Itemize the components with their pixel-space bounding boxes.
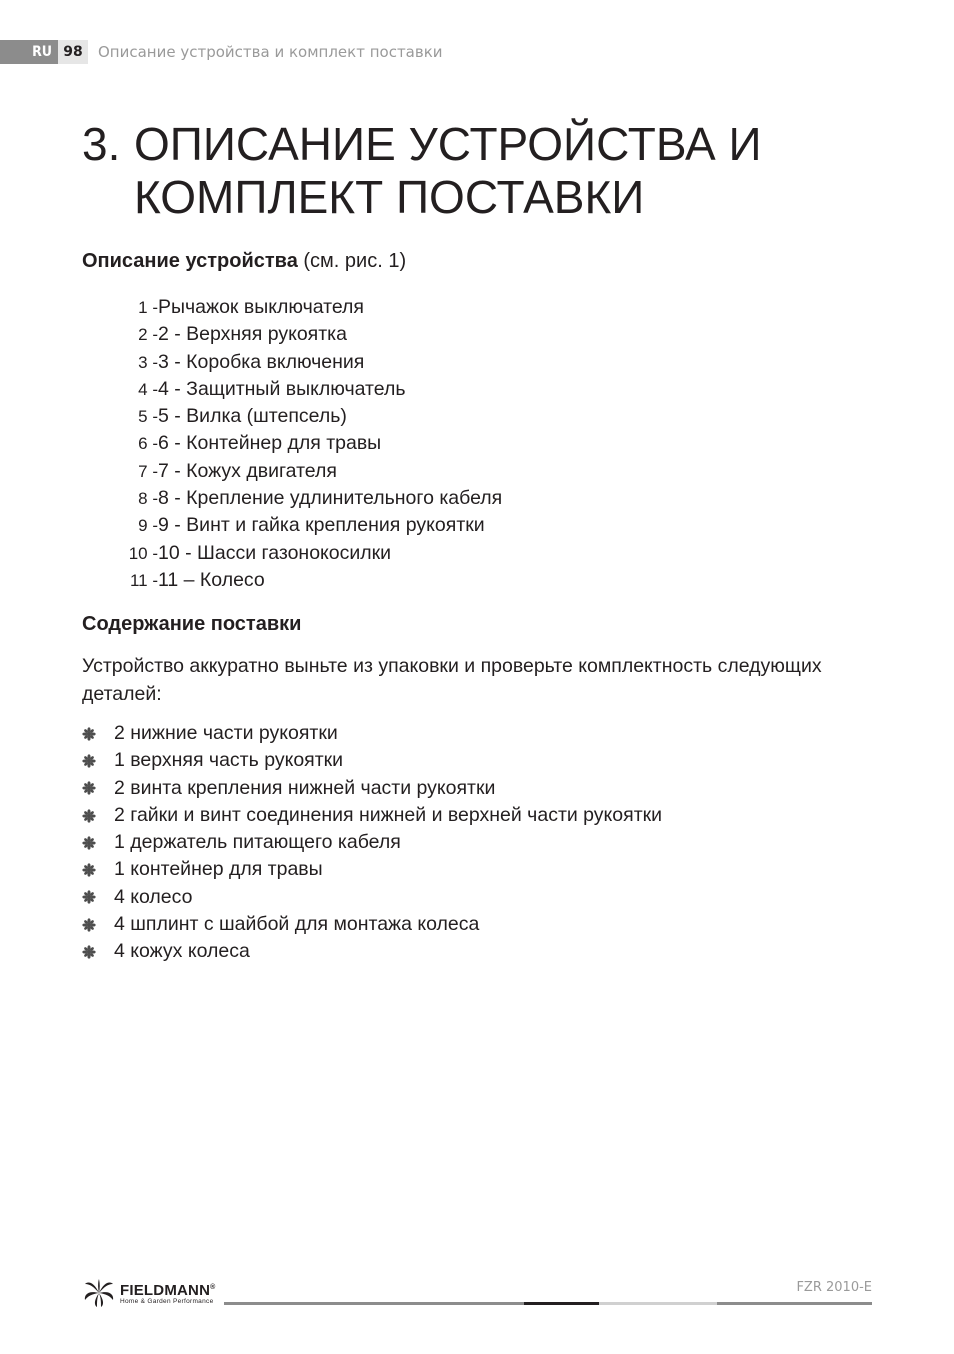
contents-intro-paragraph: Устройство аккуратно выньте из упаковки и проверьте комплектность следующих деталей: <box>82 655 822 705</box>
item-text: 3 - Коробка включения <box>158 350 365 373</box>
item-text: 2 винта крепления нижней части рукоятки <box>114 776 496 799</box>
contents-list <box>82 720 662 966</box>
list-item <box>82 884 662 911</box>
section-heading-description <box>82 250 406 273</box>
brand-tagline: Home & Garden Performance <box>120 1298 214 1305</box>
list-item <box>118 376 502 403</box>
flower-bullet-icon <box>82 918 114 932</box>
item-text: 8 - Крепление удлинительного кабеля <box>158 487 503 510</box>
section-heading-reference: (см. рис. 1) <box>297 250 407 272</box>
item-number: 1 - <box>138 298 158 317</box>
item-number: 7 - <box>138 461 158 481</box>
list-item <box>118 512 502 539</box>
language-tab: RU <box>0 40 58 64</box>
model-number: FZR 2010-E <box>796 1280 872 1295</box>
item-text: 2 нижние части рукоятки <box>114 722 338 744</box>
page-number: 98 <box>58 40 88 64</box>
list-item <box>118 349 502 376</box>
item-number: 10 - <box>128 543 158 563</box>
flower-bullet-icon <box>82 836 114 850</box>
item-number: 8 - <box>138 489 158 509</box>
chapter-title-line-2: КОМПЛЕКТ ПОСТАВКИ <box>134 171 645 223</box>
flower-bullet-icon <box>82 945 114 959</box>
item-text: 1 держатель питающего кабеля <box>114 831 401 854</box>
chapter-title <box>82 118 762 224</box>
list-item <box>82 747 662 774</box>
list-item <box>82 720 662 747</box>
item-number: 11 - <box>129 570 158 590</box>
list-item <box>118 321 502 348</box>
footer-rule <box>224 1302 872 1305</box>
item-number: 6 - <box>138 434 158 454</box>
page-header <box>0 40 443 64</box>
item-text: Рычажок выключателя <box>158 296 364 318</box>
item-text: 4 шплинт с шайбой для монтажа колеса <box>114 913 480 936</box>
item-text: 7 - Кожух двигателя <box>158 459 337 482</box>
chapter-number: 3. <box>82 118 121 170</box>
list-item <box>82 802 662 829</box>
item-text: 9 - Винт и гайка крепления рукоятки <box>158 514 485 537</box>
flower-bullet-icon <box>82 754 114 768</box>
item-text: 2 гайки и винт соединения нижней и верхней части рукоятки <box>114 803 663 826</box>
list-item <box>118 567 502 594</box>
item-number: 4 - <box>138 379 158 399</box>
chapter-title-line-1: ОПИСАНИЕ УСТРОЙСТВА И <box>134 118 762 170</box>
flower-bullet-icon <box>82 890 114 904</box>
item-text: 11 – Колесо <box>158 568 265 591</box>
list-item <box>118 430 502 457</box>
list-item <box>82 775 662 802</box>
item-number: 3 - <box>138 352 158 372</box>
brand-name: FIELDMANN <box>120 1282 211 1299</box>
item-text: 4 - Защитный выключатель <box>158 377 406 400</box>
item-text: 5 - Вилка (штепсель) <box>158 405 347 428</box>
item-text: 1 верхняя часть рукоятки <box>114 749 344 772</box>
flower-bullet-icon <box>82 863 114 877</box>
list-item <box>118 540 502 567</box>
fieldmann-swirl-logo-icon <box>82 1278 116 1308</box>
item-text: 4 кожух колеса <box>114 940 250 963</box>
item-number: 2 - <box>138 325 158 345</box>
item-text: 4 колесо <box>114 885 193 908</box>
item-number: 5 - <box>138 407 158 427</box>
item-text: 6 - Контейнер для травы <box>158 432 382 455</box>
fieldmann-logo <box>82 1278 215 1308</box>
list-item <box>118 294 502 321</box>
item-text: 10 - Шасси газонокосилки <box>158 541 392 564</box>
section-heading-bold: Описание устройства <box>82 250 298 272</box>
list-item <box>118 485 502 512</box>
list-item <box>82 938 662 965</box>
item-text: 2 - Верхняя рукоятка <box>158 323 347 346</box>
section-heading-contents: Содержание поставки <box>82 613 302 635</box>
flower-bullet-icon <box>82 809 114 823</box>
parts-list <box>118 294 502 594</box>
flower-bullet-icon <box>82 727 114 741</box>
list-item <box>82 911 662 938</box>
list-item <box>82 856 662 883</box>
running-header-title: Описание устройства и комплект поставки <box>98 43 443 61</box>
list-item <box>82 829 662 856</box>
item-number: 9 - <box>138 516 158 536</box>
registered-mark: ® <box>210 1284 216 1291</box>
list-item <box>118 403 502 430</box>
item-text: 1 контейнер для травы <box>114 858 323 881</box>
flower-bullet-icon <box>82 781 114 795</box>
list-item <box>118 458 502 485</box>
